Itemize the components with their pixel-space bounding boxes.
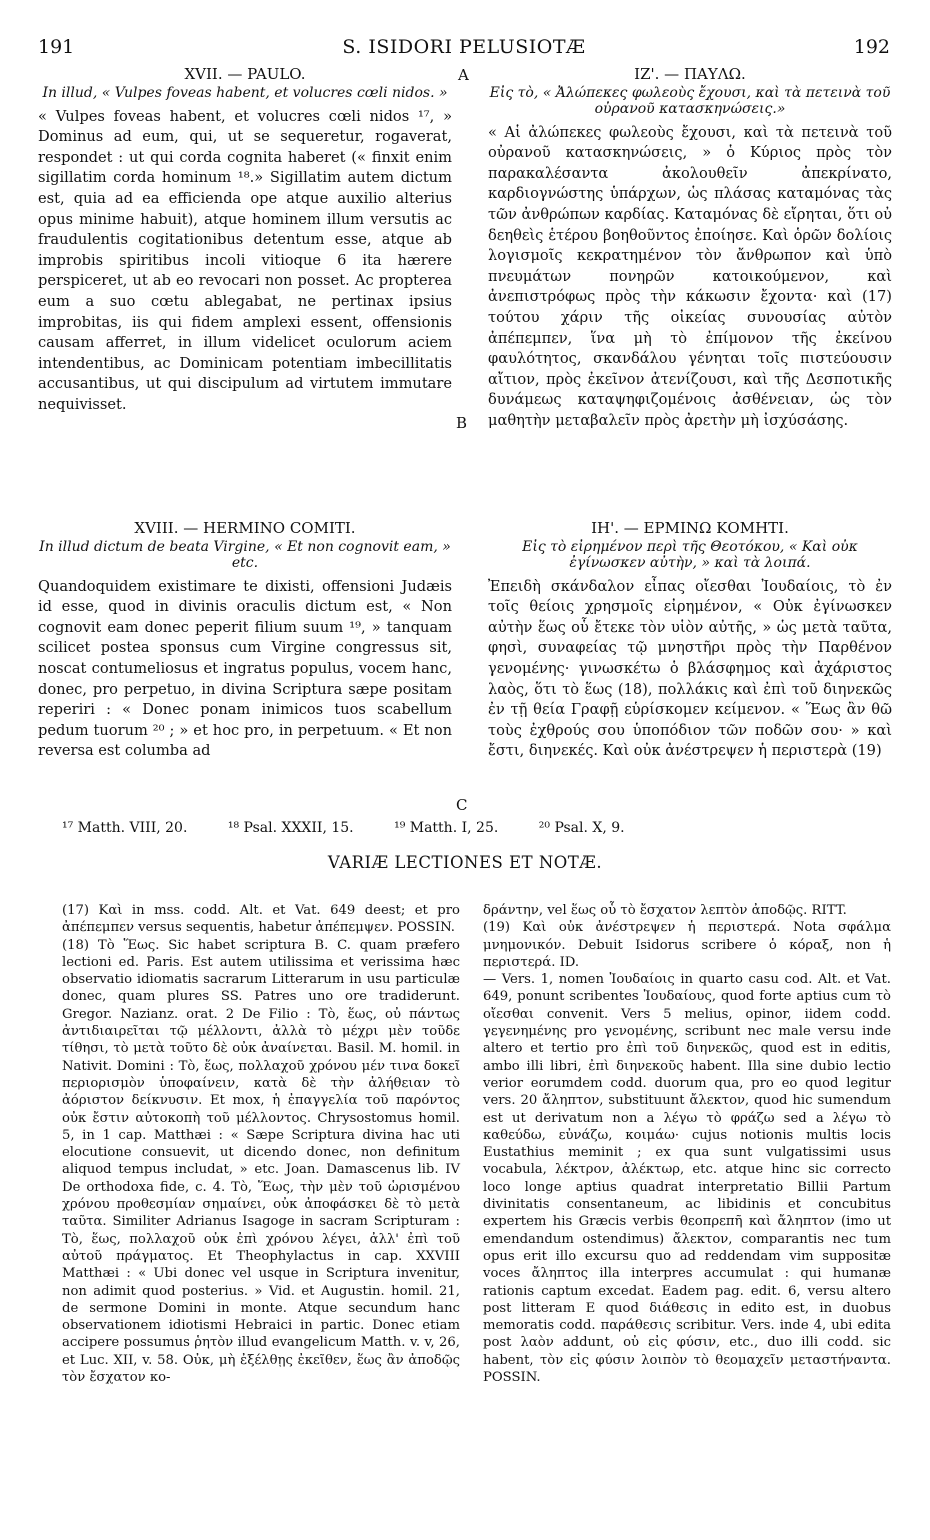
note-paragraph: (17) Καὶ in mss. codd. Alt. et Vat. 649 deest; et pro ἀπέπεμπεν versus sequentis, habetur ἀπέπεμψεν. POSSIN. <box>62 903 460 936</box>
note-paragraph: (18) Τὸ Ἕως. Sic habet scriptura B. C. quam præfero lectioni ed. Paris. Est autem utilissima et verissima hæc observatio idiomatis sacrarum Litterarum in usu particulæ donec, quam plures SS. Patres uno ore tradiderunt. Gregor. Nazianz. orat. 2 De Filio : Τὸ, ἕως, οὐ πάντως ἀντιδιαιρεῖται τῷ μέλλοντι, ἀλλὰ τὸ μέχρι μὲν τοῦδε τίθησι, τὸ μετὰ τοῦτο δὲ οὐκ ἀναίνεται. Basil. M. homil. in Nativit. Domini : Τὸ, ἕως, πολλαχοῦ χρόνου μέν τινα δοκεῖ περιορισμὸν ὑποφαίνειν, κατὰ δὲ τὴν ἀλήθειαν τὸ ἀόριστον δείκνυσιν. Et mox, ἡ ἐπαγγελία τοῦ παρόντος οὐκ ἔστιν αὐτοκοπὴ τοῦ μέλλοντος. Chrysostomus homil. 5, in 1 cap. Matthæi : « Sæpe Scriptura divina hac uti elocutione consuevit, ut dicendo donec, non definitum aliquod tempus includat, » etc. Joan. Damascenus lib. IV De orthodoxa fide, c. 4. Τὸ, Ἕως, τὴν μὲν τοῦ ὡρισμένου χρόνου προθεσμίαν σημαίνει, οὐκ ἀποφάσκει δὲ τὸ μετὰ ταῦτα. Similiter Adrianus Isagoge in sacram Scripturam : Τὸ, ἕως, πολλαχοῦ οὐκ ἐπὶ χρόνου λέγει, ἀλλ' ἐπὶ τοῦ αὐτοῦ πράγματος. Et Theophylactus in cap. XXVIII Matthæi : « Ubi donec vel usque in Scriptura invenitur, non adimit quod posterius. » Vid. et Augustin. homil. 21, de sermone Domini in monte. Atque secundum hanc observationem idiotismi Hebraici in partic. Donec etiam accipere possumus ῥητὸν illud evangelicum Matth. v. v, 26, et Luc. XII, v. 58. Οὐκ, μὴ ἐξέλθῃς ἐκεῖθεν, ἕως ἂν ἀποδῷς τὸν ἔσχατον κο- <box>62 937 460 1386</box>
margin-mark-a: A <box>458 66 469 84</box>
latin-section-17-subtitle: In illud, « Vulpes foveas habent, et volucres cœli nidos. » <box>42 84 448 101</box>
footnote: ²⁰ Psal. X, 9. <box>538 820 625 836</box>
greek-section-18-title: ΙΗ'. — ΕΡΜΙΝΩ ΚΟΜΗΤΙ. <box>591 519 789 537</box>
greek-section-17-subtitle: Εἰς τὸ, « Ἀλώπεκες φωλεοὺς ἔχουσι, καὶ τὰ πετεινὰ τοῦ οὐρανοῦ κατασκηνώσεις.» <box>489 84 891 117</box>
latin-column-17 <box>38 64 452 416</box>
greek-section-18-subtitle: Εἰς τὸ εἰρημένον περὶ τῆς Θεοτόκου, « Καὶ οὐκ ἐγίνωσκεν αὐτὴν, » καὶ τὰ λοιπά. <box>522 538 858 571</box>
greek-column-18 <box>488 518 892 762</box>
running-header <box>38 36 890 60</box>
running-title: S. ISIDORI PELUSIOTÆ <box>342 36 586 58</box>
note-paragraph: δράντην, vel ἕως οὗ τὸ ἔσχατον λεπτὸν ἀποδῷς. RITT. <box>483 903 847 918</box>
note-paragraph: (19) Καὶ οὐκ ἀνέστρεψεν ἡ περιστερά. Nota σφάλμα μνημονικόν. Debuit Isidorus scribere ὁ κόραξ, non ἡ περιστερά. ID. <box>483 920 891 970</box>
greek-column-17 <box>488 64 892 432</box>
footnote: ¹⁸ Psal. XXXII, 15. <box>227 820 354 836</box>
latin-section-18-title: XVIII. — HERMINO COMITI. <box>134 519 356 537</box>
note-paragraph: — Vers. 1, nomen Ἰουδαίοις in quarto casu cod. Alt. et Vat. 649, ponunt scribentes Ἰουδαίους, quod forte aptius cum τὸ οἴεσθαι convenit. Vers 5 melius, opinor, iidem codd. γεγενημένης pro γενομένης, scribunt nec male versu inde altero et tertio pro ἐπὶ τοῦ διηνεκῶς, quod est in editis, ambo illi libri, ἐπὶ διηνεκοῦς habent. Illa sine dubio lectio verior eorumdem codd. duorum qua, pro eo quod legitur vers. 20 ἄληπτον, substituunt ἄλεκτον, quod hic sumendum est ut derivatum non a λέγω τὸ φράζω sed a λέγω τὸ καθεύδω, εὐνάζω, κοιμάω· cujus notionis multis locis Eustathius meminit ; ex qua sunt vulgatissimi usus vocabula, λέκτρον, ἀλέκτωρ, etc. atque hinc sic correcto loco longe aptius quadrat interpretatio Billii Partum divinitatis consentaneum, ac libidinis et concubitus expertem his Græcis verbis θεοπρεπῆ καὶ ἄληπτον (imo ut emendandum ostendimus) ἄλεκτον, comparantis nec tum opus erit illo excursu quo ad reddendam vim suppositæ voces ἄληπτος illa interpres accumulat : qui humanæ rationis captum excedat. Eadem pag. edit. 6, versu altero post litteram E quod διάθεσις in edito est, in duobus memoratis codd. παράθεσις scribitur. Vers. inde 4, ubi edita post λαὸν addunt, οὐ εἰς φύσιν, etc., duo illi codd. sic habent, τὸν εἰς φύσιν λοιπὸν τὸ θεομαχεῖν μεταστήναντα. POSSIN. <box>483 972 891 1386</box>
notes-column-right <box>483 902 891 1386</box>
greek-section-17-text: « Αἱ ἀλώπεκες φωλεοὺς ἔχουσι, καὶ τὰ πετεινὰ τοῦ οὐρανοῦ κατασκηνώσεις, » ὁ Κύριος πρὸς τὸν παρακαλέσαντα ἀκολουθεῖν ἀπεκρίνατο, καρδιογνώστης ὑπάρχων, ὡς πλάσας καταμόνας τὰς τῶν ἀνθρώπων καρδίας. Καταμόνας δὲ εἴρηται, ὅτι οὐ δεηθεὶς ἑτέρου βοηθοῦντος ἐποίησε. Καὶ ὁρῶν δολίοις λογισμοῖς κεκρατημένον τὸν ἄνθρωπον καὶ ὑπὸ πνευμάτων πονηρῶν κατοικούμενον, καὶ ἀνεπιστρόφως πρὸς τὴν κάκωσιν ἔχοντα· καὶ (17) τούτου χάριν τῆς οἰκείας συνουσίας αὐτὸν ἀπέπεμπεν, ἵνα μὴ τὸ ἐπίμονον τῆς ἐκείνου φαυλότητος, σκανδάλου γένηται τοῖς πιστεύουσιν αἴτιον, πρὸς ἐκεῖνον ἀτενίζουσι, καὶ τῆς Δεσποτικῆς δυνάμεως καταψηφιζομένοις ἀσθένειαν, ὡς τὸν μαθητὴν μεταβαλεῖν πρὸς ἀρετὴν μὴ ἰσχύσάσης. <box>488 123 893 429</box>
page-number-left: 191 <box>38 36 75 58</box>
margin-mark-c: C <box>456 796 468 814</box>
notes-title: VARIÆ LECTIONES ET NOTÆ. <box>327 853 603 872</box>
footnotes <box>62 820 661 836</box>
footnote: ¹⁹ Matth. I, 25. <box>394 820 499 836</box>
greek-section-18-text: Ἐπειδὴ σκάνδαλον εἶπας οἴεσθαι Ἰουδαίοις, τὸ ἐν τοῖς θείοις χρησμοῖς εἰρημένον, « Οὐκ ἐγίνωσκεν αὐτὴν ἕως οὗ ἔτεκε τὸν υἱὸν αὐτῆς, » ὡς μετὰ ταῦτα, φησὶ, συναφείας τῷ μνηστῆρι πρὸς τὴν Παρθένον γενομένης· γινωσκέτω ὁ βλάσφημος καὶ ἀχάριστος λαὸς, ὅτι τὸ ἕως (18), πολλάκις καὶ ἐπὶ τοῦ διηνεκῶς ἐν τῇ θεία Γραφῇ εὑρίσκομεν κείμενον. « Ἕως ἂν θῶ τοὺς ἐχθρούς σου ὑποπόδιον τῶν ποδῶν σου· » καὶ ἔστι, διηνεκές. Καὶ οὐκ ἀνέστρεψεν ἡ περιστερὰ (19) <box>488 577 892 760</box>
page-number-right: 192 <box>853 36 890 58</box>
latin-column-18 <box>38 518 452 762</box>
latin-section-18-text: Quandoquidem existimare te dixisti, offensioni Judæis id esse, quod in divinis oraculis dictum est, « Non cognovit eam donec peperit filium suum ¹⁹, » tanquam scilicet postea sponsus cum Virgine congressus sit, noscat contumeliosus et ingratus populus, vocem hanc, donec, pro perpetuo, in divina Scriptura sæpe positam reperiri : « Donec ponam inimicos tuos scabellum pedum tuorum ²⁰ ; » et hoc pro, in perpetuum. « Et non reversa est columba ad <box>38 577 452 760</box>
latin-section-17-title: XVII. — PAULO. <box>184 65 306 83</box>
latin-section-18-subtitle: In illud dictum de beata Virgine, « Et non cognovit eam, » etc. <box>39 538 451 571</box>
latin-section-17-text: « Vulpes foveas habent, et volucres cœli nidos ¹⁷, » Dominus ad eum, qui, ut se sequeretur, rogaverat, respondet : ut qui corda cognita haberet (« finxit enim sigillatim corda hominum ¹⁸.» Sigillatim autem dictum est, quia ad ea efficienda ope atque auxilio alterius opus minime habuit), atque hominem illum versutis ac fraudulentis cogitationibus detentum esse, atque ab improbis spiritibus incoli vitioque 6 ita hærere perspiceret, ut ab eo revocari non posset. Ac propterea eum a suo cœtu ablegabat, ne pertinax ipsius improbitas, iis qui fidem amplexi essent, offensionis causam afferret, in illum videlicet oculorum aciem intendentibus, ac Dominicam potentiam imbecillitatis accusantibus, ut qui discipulum ad virtutem immutare nequivisset. <box>38 107 452 413</box>
greek-section-17-title: ΙΖ'. — ΠΑΥΛΩ. <box>634 65 746 83</box>
notes-column-left <box>62 902 460 1386</box>
footnote: ¹⁷ Matth. VIII, 20. <box>62 820 188 836</box>
margin-mark-b: B <box>456 414 468 432</box>
